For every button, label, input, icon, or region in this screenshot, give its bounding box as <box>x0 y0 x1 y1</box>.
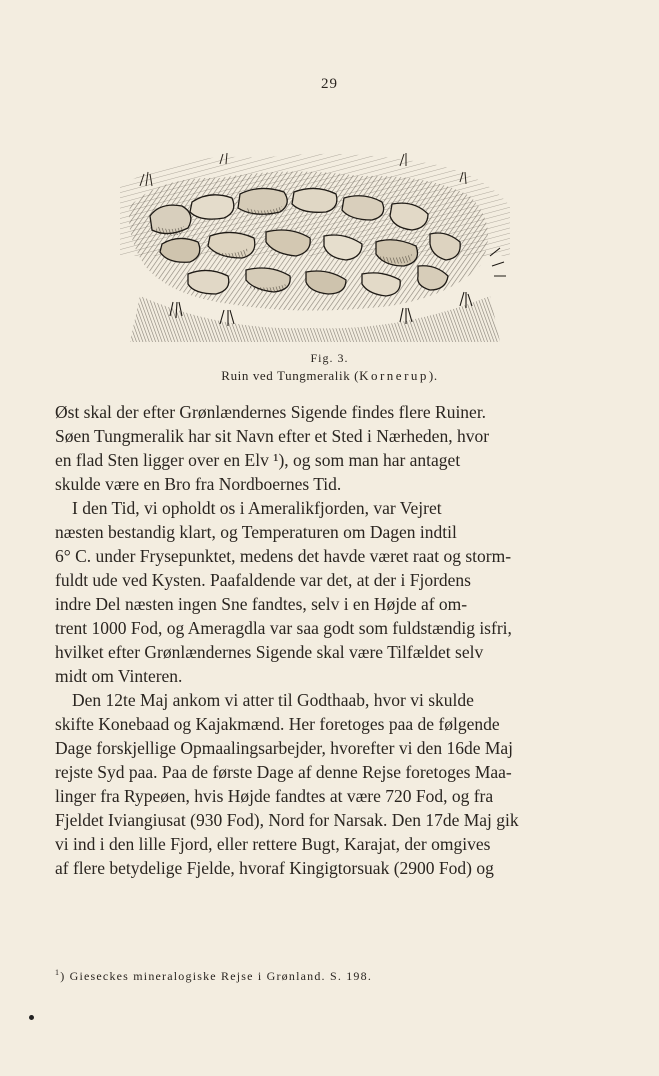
text-line: skulde være en Bro fra Nordboernes Tid. <box>55 474 342 494</box>
footnote-marker: 1 <box>55 968 61 977</box>
text-line: 6° C. under Frysepunktet, medens det havde været raat og storm- <box>55 546 512 566</box>
text-line: vi ind i den lille Fjord, eller rettere Bugt, Karajat, der omgives <box>55 834 491 854</box>
text-line: I den Tid, vi opholdt os i Ameralikfjorden, var Vejret <box>72 498 442 518</box>
figure-label: Fig. 3. <box>310 351 349 365</box>
text-line: Dage forskjellige Opmaalingsarbejder, hvorefter vi den 16de Maj <box>55 738 514 758</box>
margin-dot <box>29 1015 34 1020</box>
text-line: trent 1000 Fod, og Ameragdla var saa godt som fuldstændig isfri, <box>55 618 512 638</box>
text-line: næsten bestandig klart, og Temperaturen om Dagen indtil <box>55 522 457 542</box>
text-line: midt om Vinteren. <box>55 666 183 686</box>
text-line: af flere betydelige Fjelde, hvoraf Kingigtorsuak (2900 Fod) og <box>55 858 494 878</box>
text-line: Den 12te Maj ankom vi atter til Godthaab, hvor vi skulde <box>72 690 474 710</box>
ruin-engraving <box>100 146 520 342</box>
figure-illustration-ruin <box>100 146 520 342</box>
text-line: linger fra Rypeøen, hvis Højde fandtes at være 720 Fod, og fra <box>55 786 494 806</box>
footnote-text: mineralogiske Rejse i Grønland. S. 198. <box>129 969 373 983</box>
footnote-author: ) Gieseckes <box>60 969 130 983</box>
text-line: hvilket efter Grønlændernes Sigende skal være Tilfældet selv <box>55 642 484 662</box>
figure-caption-author: Kornerup <box>359 368 429 383</box>
page-number: 29 <box>321 76 338 92</box>
text-line: Søen Tungmeralik har sit Navn efter et Sted i Nærheden, hvor <box>55 426 490 446</box>
figure-caption-main: Ruin ved Tungmeralik ( <box>221 368 360 383</box>
figure-caption <box>0 368 659 384</box>
text-line: en flad Sten ligger over en Elv ¹), og som man har antaget <box>55 450 461 470</box>
figure-caption-end: ). <box>428 368 438 383</box>
text-line: fuldt ude ved Kysten. Paafaldende var det, at der i Fjordens <box>55 570 471 590</box>
text-line: indre Del næsten ingen Sne fandtes, selv i en Højde af om- <box>55 594 468 614</box>
text-line: rejste Syd paa. Paa de første Dage af denne Rejse foretoges Maa- <box>55 762 512 782</box>
footnote <box>55 968 603 984</box>
text-line: Fjeldet Iviangiusat (930 Fod), Nord for Narsak. Den 17de Maj gik <box>55 810 519 830</box>
text-line: Øst skal der efter Grønlændernes Sigende findes flere Ruiner. <box>55 402 487 422</box>
text-line: skifte Konebaad og Kajakmænd. Her foretoges paa de følgende <box>55 714 500 734</box>
